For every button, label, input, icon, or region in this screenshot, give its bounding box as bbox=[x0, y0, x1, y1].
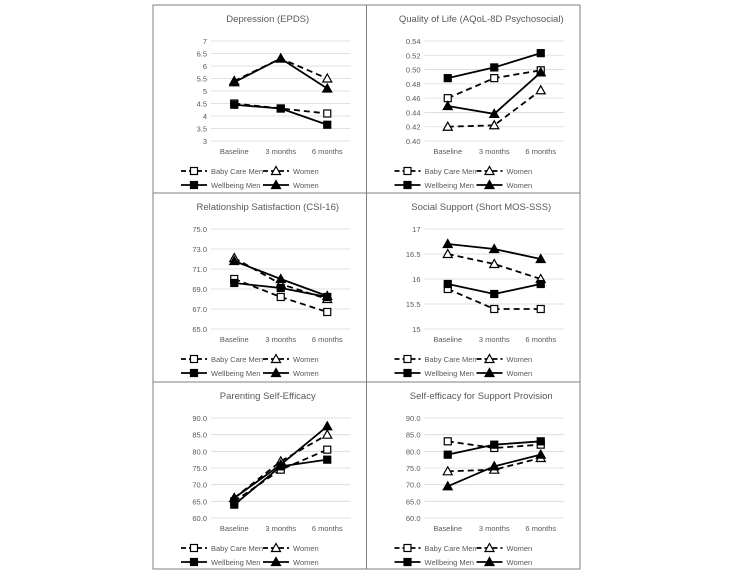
y-tick-label: 80.0 bbox=[405, 447, 421, 457]
data-point bbox=[444, 438, 451, 445]
data-point bbox=[324, 446, 331, 453]
y-tick-label: 7 bbox=[202, 37, 207, 46]
y-tick-label: 0.42 bbox=[405, 122, 421, 132]
x-tick-label: Baseline bbox=[219, 335, 249, 344]
data-point bbox=[324, 456, 331, 463]
x-tick-label: 6 months bbox=[525, 335, 557, 344]
y-tick-label: 16.5 bbox=[405, 250, 421, 259]
chart-title: Quality of Life (AQoL-8D Psychosocial) bbox=[398, 14, 564, 25]
chart-title: Depression (EPDS) bbox=[226, 14, 310, 25]
y-tick-label: 6.5 bbox=[196, 49, 207, 59]
data-point bbox=[537, 50, 544, 57]
data-point bbox=[491, 64, 498, 71]
legend-label: Wellbeing Men bbox=[211, 181, 261, 190]
legend-label: Women bbox=[506, 355, 533, 364]
y-tick-label: 4 bbox=[202, 112, 207, 121]
legend-label: Baby Care Men bbox=[424, 544, 477, 553]
y-tick-label: 15 bbox=[412, 325, 421, 334]
y-tick-label: 15.5 bbox=[405, 300, 421, 309]
y-tick-label: 65.0 bbox=[405, 497, 421, 507]
legend-marker bbox=[404, 182, 411, 189]
x-tick-label: 6 months bbox=[311, 524, 343, 533]
y-tick-label: 70.0 bbox=[192, 480, 207, 490]
legend-marker bbox=[191, 559, 198, 566]
legend-marker bbox=[404, 545, 411, 552]
data-point bbox=[444, 75, 451, 82]
y-tick-label: 6 bbox=[202, 62, 207, 71]
data-point bbox=[491, 441, 498, 448]
legend-label: Wellbeing Men bbox=[211, 558, 261, 567]
y-tick-label: 71.0 bbox=[192, 265, 207, 274]
y-tick-label: 70.0 bbox=[405, 480, 421, 490]
x-tick-label: 3 months bbox=[265, 335, 297, 344]
x-tick-label: 6 months bbox=[311, 147, 343, 156]
legend-marker bbox=[404, 559, 411, 566]
y-tick-label: 65.0 bbox=[192, 325, 207, 334]
y-tick-label: 75.0 bbox=[192, 464, 207, 473]
y-tick-label: 5 bbox=[202, 87, 207, 96]
x-tick-label: Baseline bbox=[433, 147, 463, 156]
y-tick-label: 60.0 bbox=[192, 514, 207, 523]
legend-label: Baby Care Men bbox=[424, 167, 477, 176]
chart-title: Relationship Satisfaction (CSI-16) bbox=[196, 202, 340, 213]
legend-marker bbox=[191, 168, 198, 175]
x-tick-label: Baseline bbox=[433, 524, 463, 533]
y-tick-label: 0.50 bbox=[405, 65, 421, 75]
data-point bbox=[444, 451, 451, 458]
data-point bbox=[231, 280, 238, 287]
legend-label: Baby Care Men bbox=[211, 544, 264, 553]
y-tick-label: 90.0 bbox=[192, 414, 207, 423]
data-point bbox=[491, 75, 498, 82]
y-tick-label: 3.5 bbox=[196, 124, 207, 134]
data-point bbox=[277, 285, 284, 292]
legend-label: Women bbox=[506, 544, 533, 553]
y-tick-label: 65.0 bbox=[192, 497, 207, 507]
data-point bbox=[277, 294, 284, 301]
x-tick-label: 6 months bbox=[525, 147, 557, 156]
y-tick-label: 75.0 bbox=[405, 464, 421, 473]
legend-marker bbox=[191, 182, 198, 189]
data-point bbox=[324, 309, 331, 316]
y-tick-label: 85.0 bbox=[405, 430, 421, 440]
legend-marker bbox=[404, 168, 411, 175]
data-point bbox=[324, 110, 331, 117]
y-tick-label: 75.0 bbox=[192, 225, 207, 234]
legend-marker bbox=[191, 545, 198, 552]
y-tick-label: 0.40 bbox=[405, 137, 421, 146]
x-tick-label: 3 months bbox=[265, 147, 297, 156]
y-tick-label: 0.48 bbox=[405, 79, 421, 89]
y-tick-label: 0.44 bbox=[405, 108, 421, 118]
chart-title: Self-efficacy for Support Provision bbox=[409, 391, 553, 402]
legend-label: Women bbox=[506, 558, 533, 567]
data-point bbox=[231, 501, 238, 508]
y-tick-label: 85.0 bbox=[192, 430, 207, 440]
legend-label: Wellbeing Men bbox=[424, 558, 474, 567]
y-tick-label: 3 bbox=[202, 137, 207, 146]
legend-label: Wellbeing Men bbox=[211, 369, 261, 378]
data-point bbox=[324, 121, 331, 128]
y-tick-label: 17 bbox=[412, 225, 421, 234]
y-tick-label: 80.0 bbox=[192, 447, 207, 457]
legend-marker bbox=[404, 356, 411, 363]
x-tick-label: Baseline bbox=[433, 335, 463, 344]
legend-label: Women bbox=[293, 355, 319, 364]
y-tick-label: 4.5 bbox=[196, 99, 207, 109]
x-tick-label: 6 months bbox=[525, 524, 557, 533]
y-tick-label: 16 bbox=[412, 275, 421, 284]
legend-label: Women bbox=[293, 558, 319, 567]
legend-label: Baby Care Men bbox=[211, 167, 264, 176]
legend-label: Baby Care Men bbox=[424, 355, 477, 364]
data-point bbox=[491, 291, 498, 298]
y-tick-label: 0.46 bbox=[405, 94, 421, 104]
data-point bbox=[491, 306, 498, 313]
y-tick-label: 67.0 bbox=[192, 305, 207, 314]
data-point bbox=[537, 438, 544, 445]
legend-label: Women bbox=[506, 167, 533, 176]
legend-label: Women bbox=[506, 369, 533, 378]
x-tick-label: 3 months bbox=[478, 147, 510, 156]
legend-label: Women bbox=[506, 181, 533, 190]
x-tick-label: 3 months bbox=[265, 524, 297, 533]
data-point bbox=[277, 105, 284, 112]
data-point bbox=[444, 281, 451, 288]
legend-label: Women bbox=[293, 167, 319, 176]
chart-title: Parenting Self-Efficacy bbox=[219, 391, 316, 402]
x-tick-label: 3 months bbox=[478, 335, 510, 344]
legend-label: Women bbox=[293, 544, 319, 553]
y-tick-label: 0.54 bbox=[405, 37, 421, 46]
y-tick-label: 5.5 bbox=[196, 74, 207, 84]
chart-title: Social Support (Short MOS-SSS) bbox=[411, 202, 552, 213]
x-tick-label: 3 months bbox=[478, 524, 510, 533]
legend-marker bbox=[191, 370, 198, 377]
legend-label: Wellbeing Men bbox=[424, 369, 474, 378]
y-tick-label: 73.0 bbox=[192, 245, 207, 254]
y-tick-label: 60.0 bbox=[405, 514, 421, 523]
x-tick-label: Baseline bbox=[219, 524, 249, 533]
y-tick-label: 0.52 bbox=[405, 51, 421, 61]
data-point bbox=[537, 281, 544, 288]
legend-marker bbox=[404, 370, 411, 377]
data-point bbox=[537, 306, 544, 313]
x-tick-label: Baseline bbox=[219, 147, 249, 156]
y-tick-label: 90.0 bbox=[405, 414, 421, 423]
legend-label: Women bbox=[293, 369, 319, 378]
legend-label: Wellbeing Men bbox=[424, 181, 474, 190]
legend-marker bbox=[191, 356, 198, 363]
y-tick-label: 69.0 bbox=[192, 285, 207, 294]
data-point bbox=[231, 101, 238, 108]
legend-label: Women bbox=[293, 181, 319, 190]
legend-label: Baby Care Men bbox=[211, 355, 264, 364]
x-tick-label: 6 months bbox=[311, 335, 343, 344]
